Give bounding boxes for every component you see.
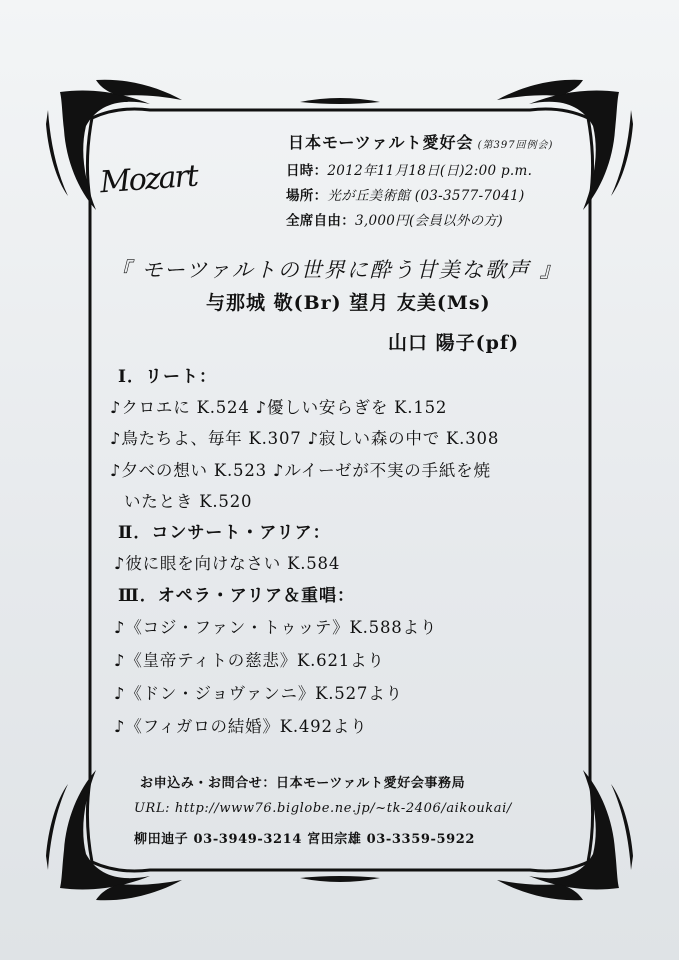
phone-line: 柳田迪子 03-3949-3214 宮田宗雄 03-3359-5922 <box>134 832 476 847</box>
event-venue <box>286 184 525 204</box>
price-value: 3,000円(会員以外の方) <box>355 213 503 229</box>
program-item: ♪クロエに K.524 ♪優しい安らぎを K.152 <box>110 398 448 417</box>
club-name-text: 日本モーツァルト愛好会 <box>288 133 474 152</box>
club-name <box>288 130 553 153</box>
venue-label: 場所： <box>286 188 328 204</box>
program-item: ♪夕べの想い K.523 ♪ルイーゼが不実の手紙を焼 <box>110 461 491 480</box>
venue-value: 光が丘美術館 (03-3577-7041) <box>327 188 525 204</box>
program-item: ♪鳥たちよ、毎年 K.307 ♪寂しい森の中で K.308 <box>110 429 500 448</box>
program-item: ♪《皇帝ティトの慈悲》K.621より <box>114 651 385 670</box>
meeting-number: (第397回例会) <box>477 140 554 151</box>
program-item: ♪彼に眼を向けなさい K.584 <box>114 554 341 573</box>
section-opera-aria: Ⅲ．オペラ・アリア＆重唱： <box>118 586 356 606</box>
section-lieder: Ⅰ．リート： <box>118 367 217 387</box>
mozart-signature-logo: Mozart <box>98 158 198 201</box>
event-price <box>286 209 503 229</box>
price-label: 全席自由： <box>286 213 355 229</box>
date-value: 2012年11月18日(日)2:00 p.m. <box>327 163 533 179</box>
event-date <box>286 159 532 179</box>
section-concert-aria: Ⅱ．コンサート・アリア： <box>118 523 331 543</box>
program-item: ♪《フィガロの結婚》K.492より <box>114 717 368 736</box>
date-label: 日時： <box>286 163 328 179</box>
program-item: ♪《ドン・ジョヴァンニ》K.527より <box>114 684 403 703</box>
performers-line-2: 山口 陽子(pf) <box>388 332 520 354</box>
program-item: ♪《コジ・ファン・トゥッテ》K.588より <box>114 618 438 637</box>
contact-line: お申込み・お問合せ：日本モーツァルト愛好会事務局 <box>140 776 466 791</box>
program-item-continued: いたとき K.520 <box>124 492 253 511</box>
performers-line-1: 与那城 敬(Br) 望月 友美(Ms) <box>206 292 491 314</box>
url-line: URL: http://www76.biglobe.ne.jp/~tk-2406/aikoukai/ <box>134 801 512 816</box>
concert-title: 『 モーツァルトの世界に酔う甘美な歌声 』 <box>110 258 563 282</box>
